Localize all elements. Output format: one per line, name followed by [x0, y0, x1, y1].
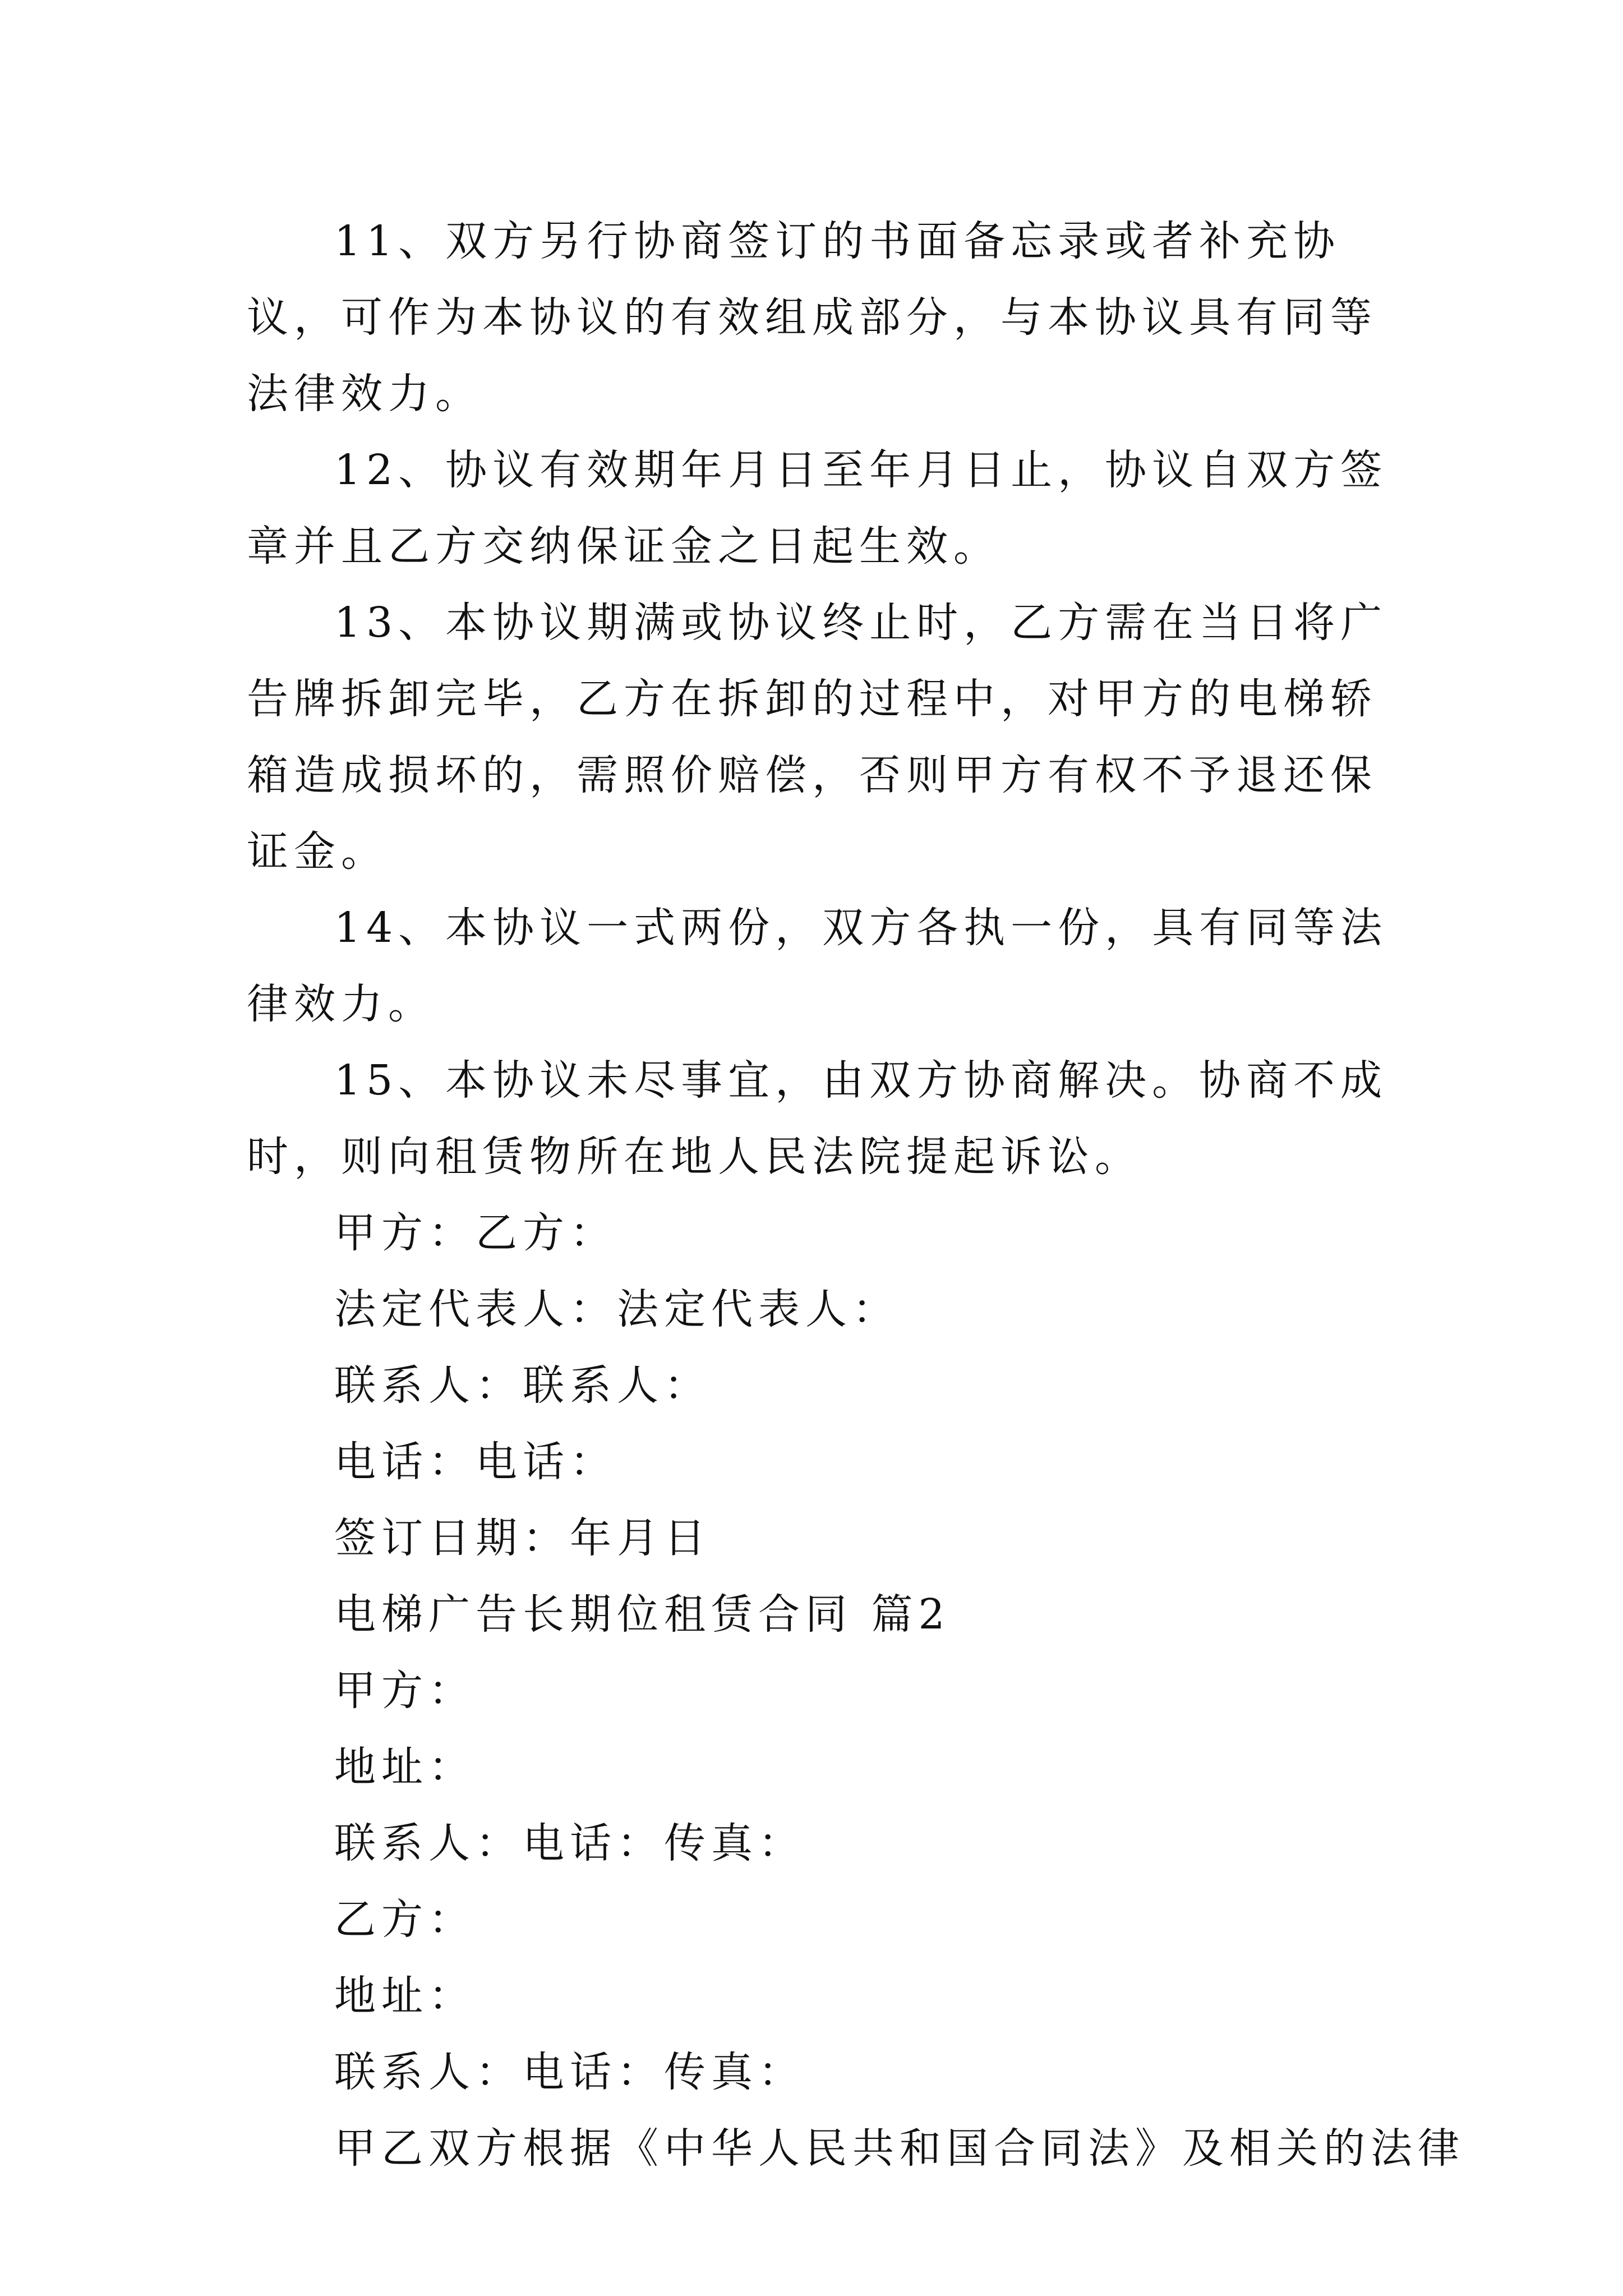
party-b-contact: 联系人：电话：传真： — [334, 2048, 805, 2096]
signature-contacts: 联系人：联系人： — [334, 1361, 711, 1410]
clause-12: 12、协议有效期年月日至年月日止，协议自双方签章并且乙方交纳保证金之日起生效。 — [247, 446, 1388, 570]
signature-phones: 电话：电话： — [334, 1438, 617, 1486]
section-heading: 电梯广告长期位租赁合同 篇2 — [334, 1590, 951, 1639]
document-body — [247, 203, 1465, 2187]
signature-parties: 甲方：乙方： — [334, 1209, 617, 1257]
party-b-label: 乙方： — [334, 1895, 476, 1944]
party-a-label: 甲方： — [334, 1667, 476, 1715]
contract-intro: 甲乙双方根据《中华人民共和国合同法》及相关的法律 — [334, 2124, 1465, 2173]
clause-13: 13、本协议期满或协议终止时，乙方需在当日将广告牌拆卸完毕，乙方在拆卸的过程中，对甲方的电梯轿箱造成损坏的，需照价赔偿，否则甲方有权不予退还保证金。 — [247, 599, 1388, 876]
signature-legal-reps: 法定代表人：法定代表人： — [334, 1285, 900, 1333]
party-a-contact: 联系人：电话：传真： — [334, 1819, 805, 1867]
party-b-address: 地址： — [334, 1972, 476, 2020]
party-a-address: 地址： — [334, 1743, 476, 1791]
clause-11: 11、双方另行协商签订的书面备忘录或者补充协议，可作为本协议的有效组成部分，与本协议具有同等法律效力。 — [247, 217, 1377, 418]
signature-date: 签订日期：年月日 — [334, 1514, 711, 1562]
clause-15: 15、本协议未尽事宜，由双方协商解决。协商不成时，则向租赁物所在地人民法院提起诉讼。 — [247, 1056, 1388, 1181]
clause-14: 14、本协议一式两份，双方各执一份，具有同等法律效力。 — [247, 904, 1388, 1028]
